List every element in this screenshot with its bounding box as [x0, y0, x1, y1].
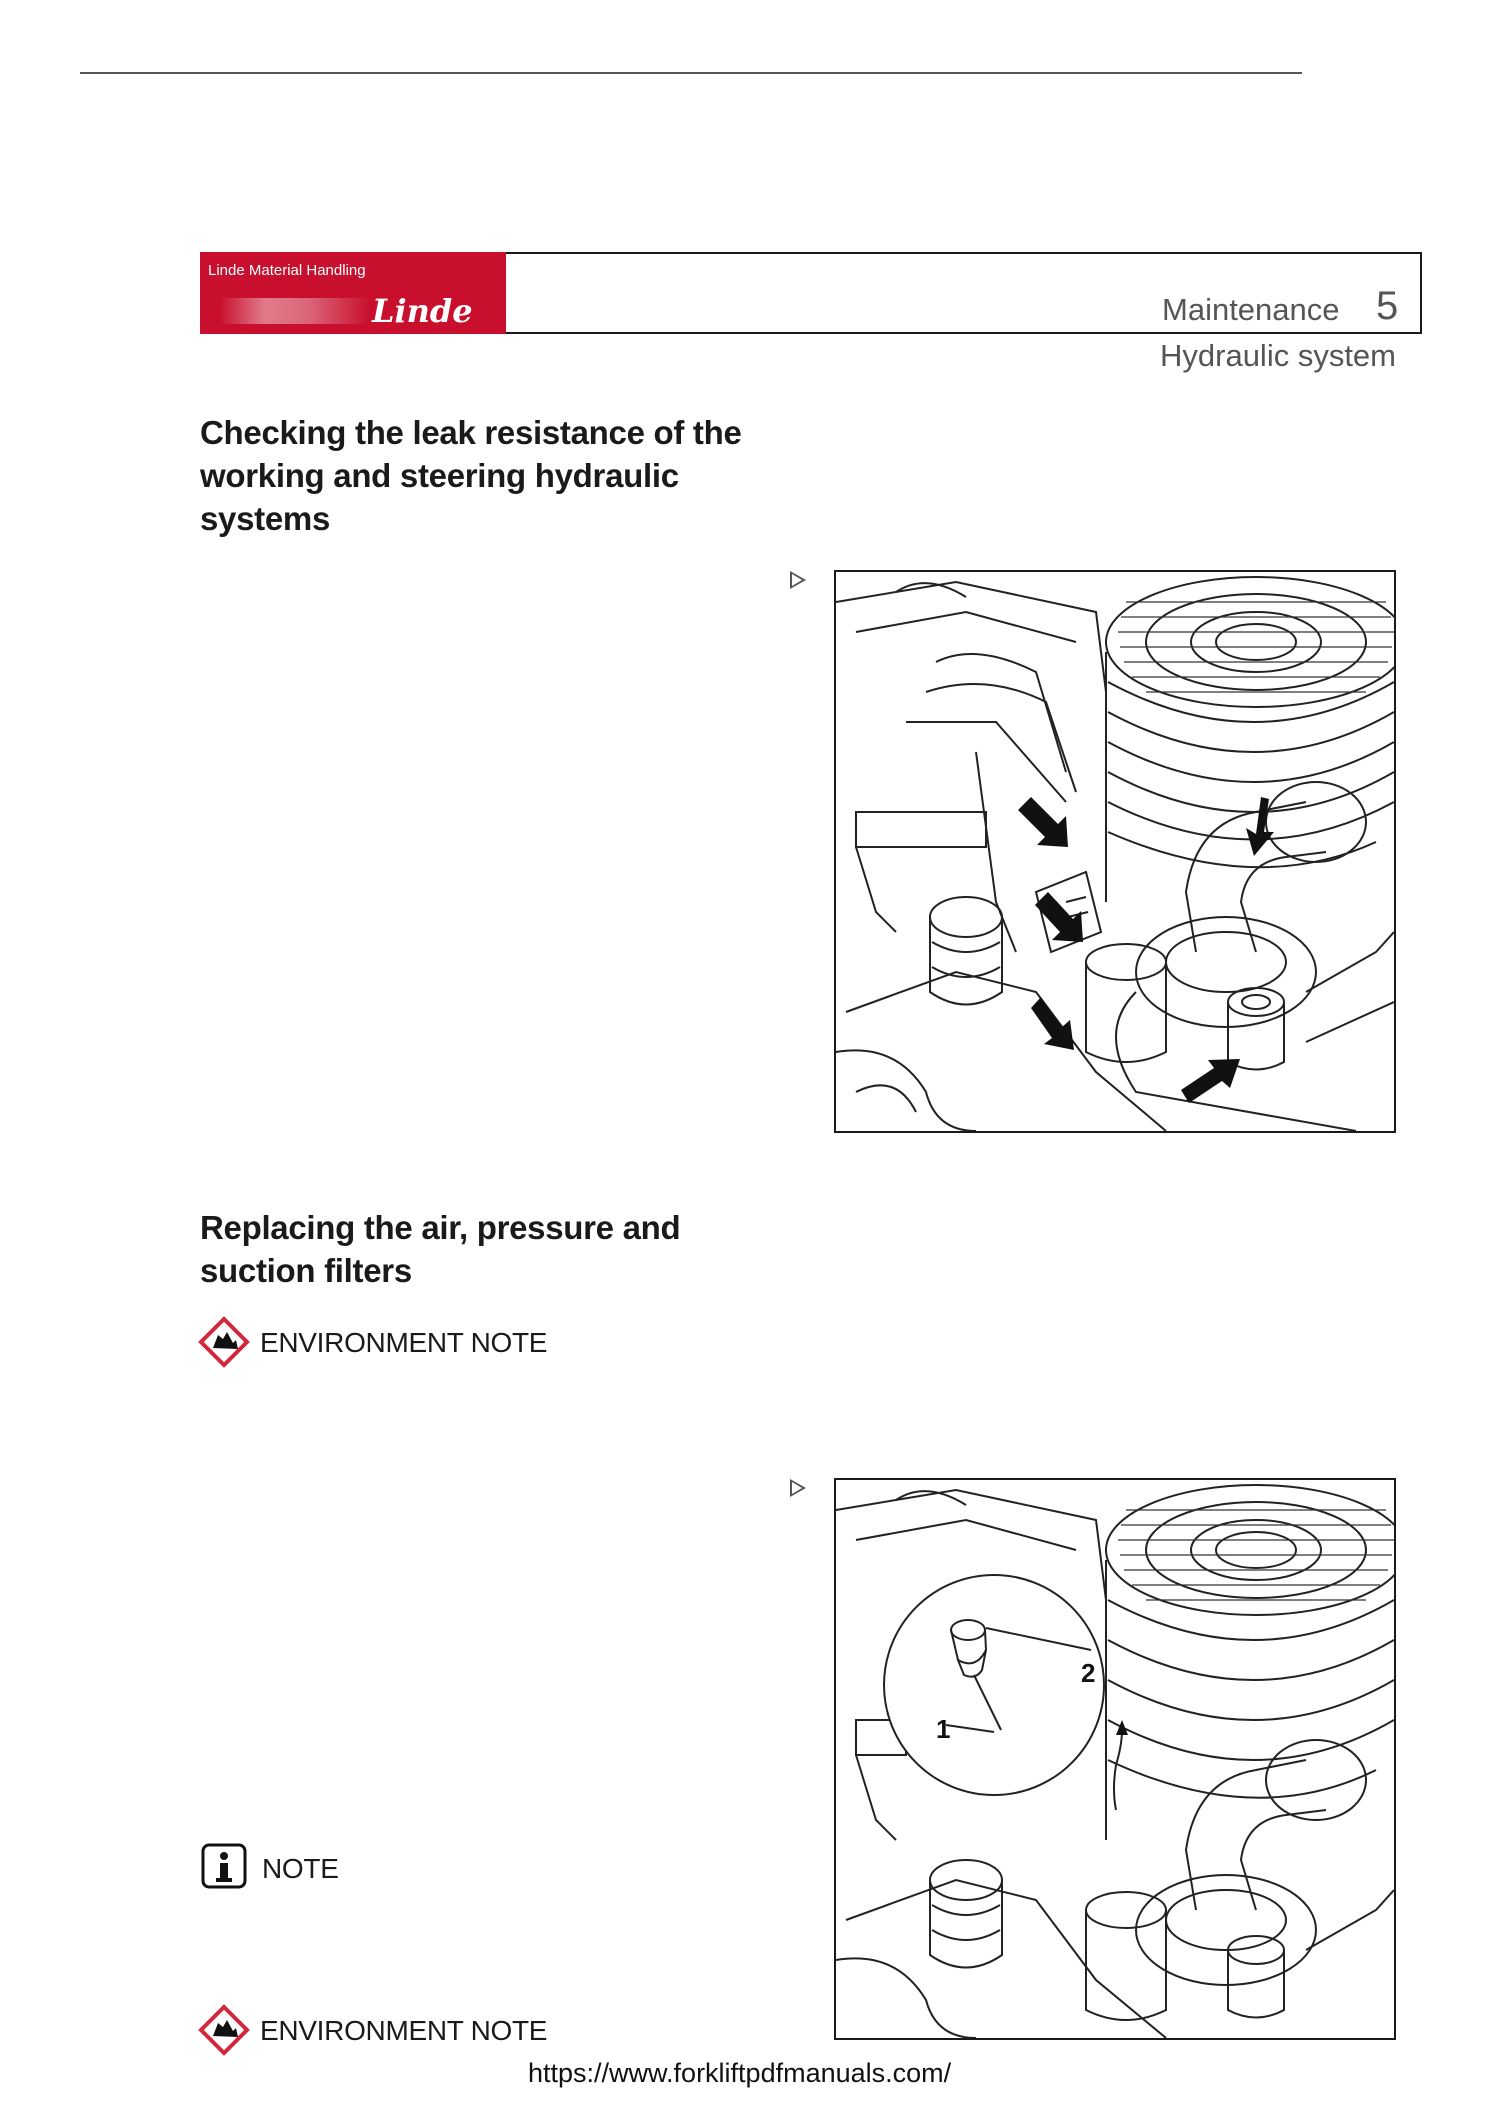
figure-leak-check	[834, 570, 1396, 1133]
engine-illustration-2	[836, 1480, 1394, 2038]
environment-note-icon	[198, 2004, 250, 2056]
logo-company-name: Linde Material Handling	[208, 262, 366, 279]
engine-illustration-1	[836, 572, 1394, 1131]
callout-1: 1	[936, 1714, 951, 1744]
callout-2: 2	[1081, 1658, 1096, 1688]
environment-note-label-1: ENVIRONMENT NOTE	[260, 1327, 548, 1358]
arrow-marker-icon	[790, 1479, 806, 1497]
figure-replace-filter	[834, 1478, 1396, 2040]
heading-replace-filters: Replacing the air, pressure and suction filters	[200, 1209, 681, 1289]
environment-note-icon	[198, 1316, 250, 1368]
note-label: NOTE	[262, 1853, 339, 1884]
subsection-title: Hydraulic system	[1160, 338, 1396, 373]
logo-brand-word: Linde	[372, 292, 473, 330]
heading-leak-resistance: Checking the leak resistance of the working and steering hydraulic systems	[200, 414, 742, 537]
section-title: Maintenance	[1162, 292, 1340, 327]
environment-note-label-2: ENVIRONMENT NOTE	[260, 2015, 548, 2046]
logo-blur-mark	[220, 298, 370, 324]
section-number: 5	[1376, 284, 1399, 328]
arrow-marker-icon	[790, 571, 806, 589]
info-note-icon	[200, 1842, 248, 1890]
footer-url-link[interactable]: https://www.forkliftpdfmanuals.com/	[528, 2058, 952, 2088]
top-rule	[80, 72, 1302, 74]
